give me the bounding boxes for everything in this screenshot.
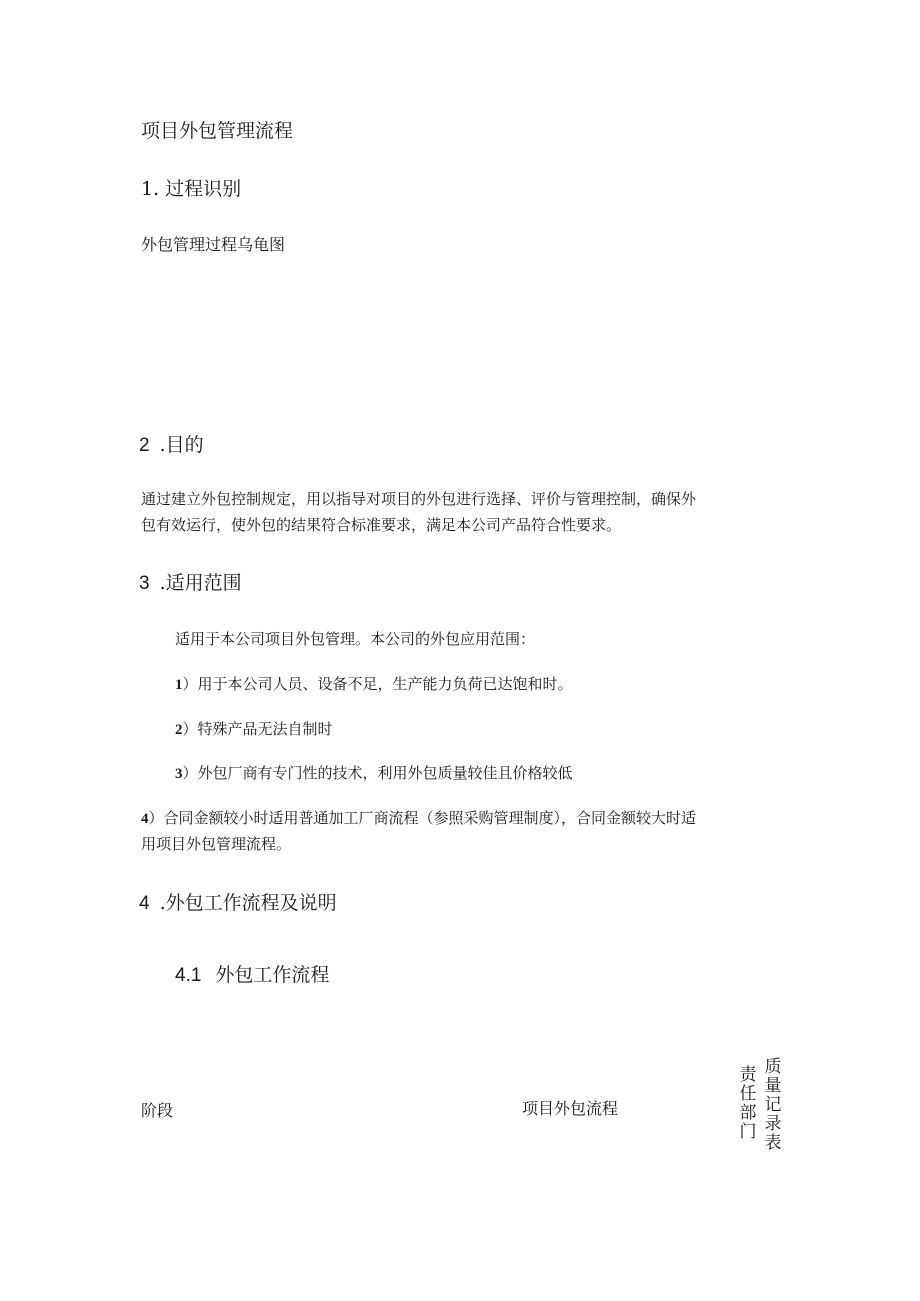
section2-number: 2 <box>139 435 150 456</box>
column-header-flow: 项目外包流程 <box>522 1099 619 1118</box>
section2-paragraph-line2: 包有效运行，使外包的结果符合标准要求，满足本公司产品符合性要求。 <box>141 516 622 534</box>
list-item-continuation: 用项目外包管理流程。 <box>141 835 292 853</box>
list-item-number: 2 <box>175 722 183 738</box>
turtle-diagram-caption: 外包管理过程乌龟图 <box>141 235 286 254</box>
list-item-number: 3 <box>175 766 183 782</box>
section4-heading <box>139 888 337 915</box>
list-item <box>175 671 573 699</box>
section1-heading: 1. 过程识别 <box>141 178 242 200</box>
list-item <box>175 760 573 788</box>
page-title: 项目外包管理流程 <box>141 120 294 142</box>
section2-title: .目的 <box>159 434 204 456</box>
section3-intro: 适用于本公司项目外包管理。本公司的外包应用范围： <box>175 630 536 648</box>
column-header-record: 质量记录表 <box>764 1057 782 1153</box>
list-item-text: ）用于本公司人员、设备不足，生产能力负荷已达饱和时。 <box>182 675 573 693</box>
section2-paragraph-line1: 通过建立外包控制规定，用以指导对项目的外包进行选择、评价与管理控制，确保外 <box>141 490 697 508</box>
subsection-4-1-heading <box>175 960 329 987</box>
list-item-number: 1 <box>175 677 183 693</box>
list-item-text: ）特殊产品无法自制时 <box>182 720 333 738</box>
subsection-title: 外包工作流程 <box>215 964 330 986</box>
list-item <box>175 716 333 744</box>
section3-heading <box>139 568 242 595</box>
section4-number: 4 <box>139 893 150 914</box>
list-item <box>141 805 696 833</box>
list-item-number: 4 <box>141 811 149 827</box>
subsection-number: 4.1 <box>175 965 202 986</box>
section4-title: .外包工作流程及说明 <box>159 892 337 914</box>
list-item-text: ）合同金额较小时适用普通加工厂商流程（参照采购管理制度），合同金额较大时适 <box>148 809 697 827</box>
section2-heading <box>139 430 204 457</box>
column-header-stage: 阶段 <box>141 1101 174 1120</box>
section3-number: 3 <box>139 573 150 594</box>
column-header-dept: 责任部门 <box>739 1065 757 1142</box>
list-item-text: ）外包厂商有专门性的技术，利用外包质量较佳且价格较低 <box>182 764 573 782</box>
section3-title: .适用范围 <box>159 572 242 594</box>
